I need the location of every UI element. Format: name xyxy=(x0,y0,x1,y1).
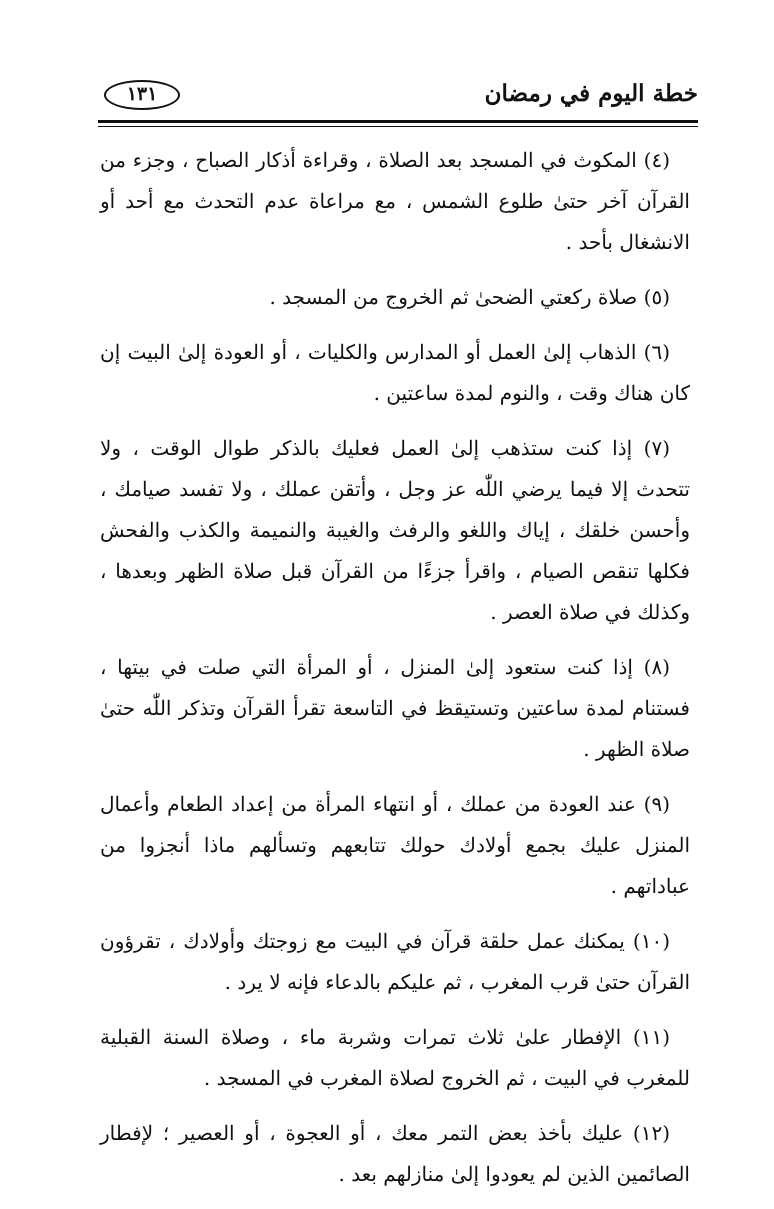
header-rule-thick xyxy=(98,120,698,123)
paragraph-item-8: (٨) إذا كنت ستعود إلىٰ المنزل ، أو المرأة التي صلت في بيتها ، فستنام لمدة ساعتين وتستيقظ في التاسعة تقرأ القرآن وتذكر اللّٰه حتىٰ صلاة الظهر . xyxy=(100,655,690,761)
paragraph-item-9: (٩) عند العودة من عملك ، أو انتهاء المرأة من إعداد الطعام وأعمال المنزل عليك بجمع أولادك حولك تتابعهم وتسألهم ماذا أنجزوا من عباداتهم . xyxy=(100,792,690,898)
paragraph-item-12: (١٢) عليك بأخذ بعض التمر معك ، أو العجوة ، أو العصير ؛ لإفطار الصائمين الذين لم يعودوا إلىٰ منازلهم بعد . xyxy=(100,1121,690,1186)
page-number: ١٣١ xyxy=(104,80,180,110)
paragraph-item-5: (٥) صلاة ركعتي الضحىٰ ثم الخروج من المسجد . xyxy=(269,285,670,309)
paragraph-item-7: (٧) إذا كنت ستذهب إلىٰ العمل فعليك بالذكر طوال الوقت ، ولا تتحدث إلا فيما يرضي اللّٰه عز وجل ، وأتقن عملك ، ولا تفسد صيامك ، وأحسن خلقك ، إياك واللغو والرفث والغيبة والنميمة والكذب والفحش فكلها تنقص الصيام ، واقرأ جزءًا من القرآن قبل صلاة الظهر وبعدها ، وكذلك في صلاة العصر . xyxy=(100,436,690,624)
paragraph-item-4: (٤) المكوث في المسجد بعد الصلاة ، وقراءة أذكار الصباح ، وجزء من القرآن آخر حتىٰ طلوع الشمس ، مع مراعاة عدم التحدث مع أحد أو الانشغال بأحد . xyxy=(100,148,690,254)
running-title: خطة اليوم في رمضان xyxy=(484,80,698,107)
header-rule-thin xyxy=(98,126,698,127)
paragraph-item-10: (١٠) يمكنك عمل حلقة قرآن في البيت مع زوجتك وأولادك ، تقرؤون القرآن حتىٰ قرب المغرب ، ثم عليكم بالدعاء فإنه لا يرد . xyxy=(100,929,690,994)
paragraph-item-6: (٦) الذهاب إلىٰ العمل أو المدارس والكليات ، أو العودة إلىٰ البيت إن كان هناك وقت ، والنوم لمدة ساعتين . xyxy=(100,340,690,405)
page-header xyxy=(98,78,698,120)
body-text xyxy=(100,140,690,1209)
paragraph-item-11: (١١) الإفطار علىٰ ثلاث تمرات وشربة ماء ، وصلاة السنة القبلية للمغرب في البيت ، ثم الخروج لصلاة المغرب في المسجد . xyxy=(100,1025,690,1090)
